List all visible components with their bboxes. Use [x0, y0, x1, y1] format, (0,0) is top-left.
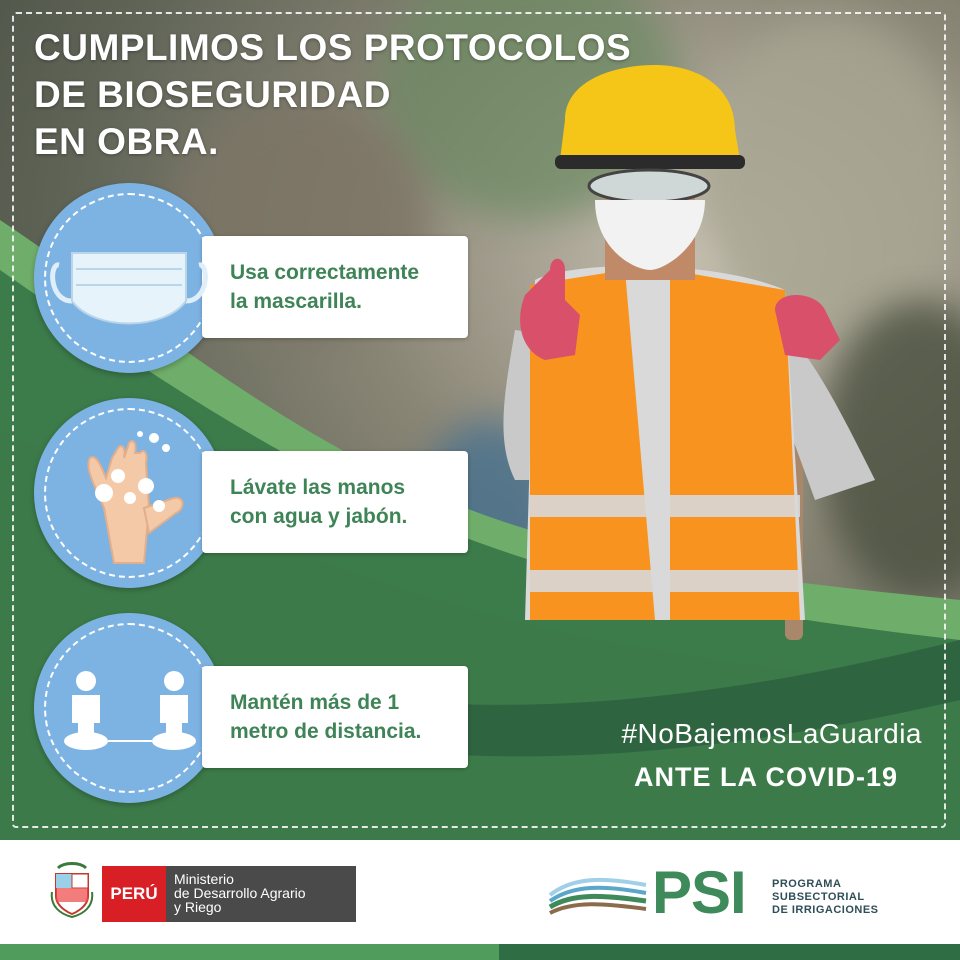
- step-mask: [34, 183, 474, 373]
- covid-tagline: ANTE LA COVID-19: [633, 762, 898, 792]
- headline-line-1: CUMPLIMOS LOS PROTOCOLOS: [34, 27, 632, 68]
- ministry-label: [166, 866, 356, 922]
- step-text-line-1: Lávate las manos: [230, 476, 406, 499]
- hashtag: #NoBajemosLaGuardia: [621, 718, 922, 749]
- step-text-line-1: Usa correctamente: [230, 261, 420, 284]
- step-handwashing: [34, 398, 474, 588]
- step-card: [202, 666, 468, 768]
- step-text: [230, 258, 460, 316]
- face-mask-icon: [34, 183, 224, 373]
- headline: [34, 24, 631, 165]
- coat-of-arms-icon: [50, 862, 94, 918]
- psi-subtitle: [772, 878, 879, 917]
- psi-sub-line-1: PROGRAMA: [772, 878, 842, 890]
- headline-line-2: DE BIOSEGURIDAD: [34, 74, 391, 115]
- step-card: [202, 451, 468, 553]
- step-distance: [34, 613, 474, 803]
- ministry-line-2: de Desarrollo Agrario: [174, 885, 306, 901]
- handwashing-icon: [34, 398, 224, 588]
- ministry-line-1: Ministerio: [174, 871, 234, 887]
- step-text-line-2: metro de distancia.: [230, 720, 422, 743]
- step-text-line-2: con agua y jabón.: [230, 505, 408, 528]
- footer-stripe: [0, 944, 960, 960]
- psi-logo-text: PSI: [652, 859, 746, 926]
- step-text-line-2: la mascarilla.: [230, 290, 362, 313]
- step-text: [230, 473, 460, 531]
- peru-label: PERÚ: [102, 866, 166, 922]
- ministry-line-3: y Riego: [174, 899, 222, 915]
- step-card: [202, 236, 468, 338]
- psi-sub-line-2: SUBSECTORIAL: [772, 891, 865, 903]
- psi-wave-logo-icon: [548, 873, 648, 917]
- footer: [0, 840, 960, 960]
- headline-line-3: EN OBRA.: [34, 121, 219, 162]
- step-text-line-1: Mantén más de 1: [230, 691, 400, 714]
- psi-sub-line-3: DE IRRIGACIONES: [772, 904, 879, 916]
- social-distance-icon: [34, 613, 224, 803]
- step-text: [230, 688, 460, 746]
